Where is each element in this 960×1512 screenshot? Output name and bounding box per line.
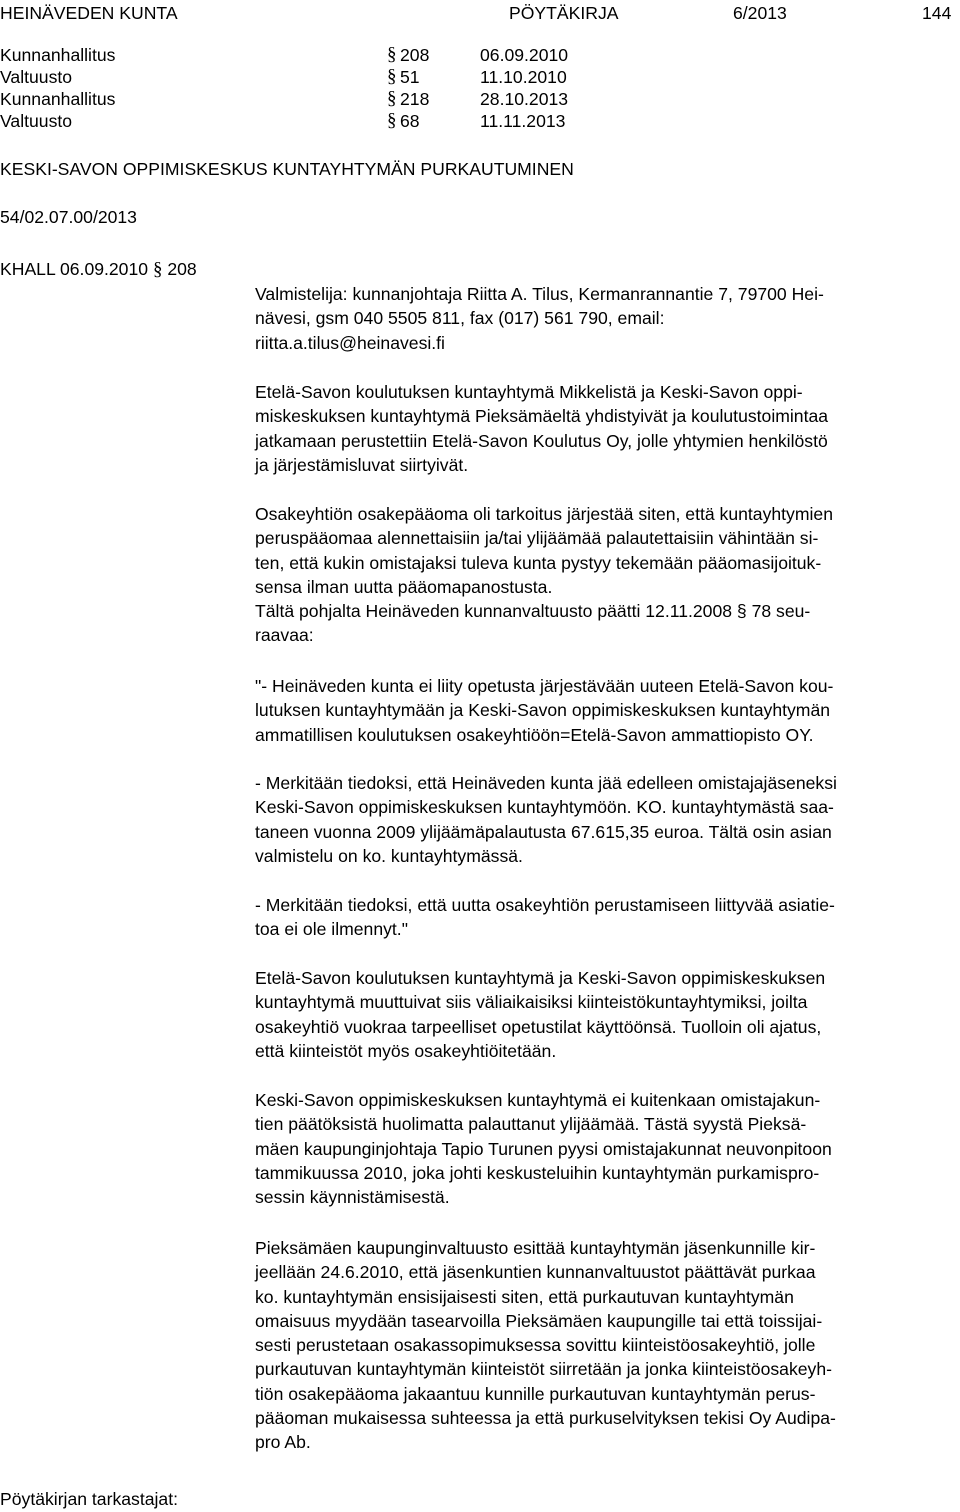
paragraph-line: raavaa: — [255, 625, 314, 646]
quote-paragraph — [255, 893, 955, 942]
body-paragraph — [255, 1236, 955, 1455]
body-paragraph — [255, 502, 955, 648]
paragraph-line: kuntayhtymä muuttuivat siis väliaikaisiksi kiinteistökuntayhtymiksi, joilta — [255, 992, 808, 1013]
section-symbol: § — [387, 66, 397, 87]
paragraph-line: Tältä pohjalta Heinäveden kunnanvaltuusto päätti 12.11.2008 § 78 seu- — [255, 601, 811, 622]
paragraph-line: Keski-Savon oppimiskeskuksen kuntayhtymä ei kuitenkaan omistajakun- — [255, 1090, 821, 1110]
quote-paragraph — [255, 771, 955, 868]
paragraph-line: mäen kaupunginjohtaja Tapio Turunen pyysi omistajakunnat neuvonpitoon — [255, 1138, 832, 1159]
paragraph-line: omaisuus myydään tasearvoilla Pieksämäen kaupungille tai että toissijai- — [255, 1310, 823, 1331]
header-doc-type: PÖYTÄKIRJA — [509, 3, 619, 23]
khall-label: KHALL 06.09.2010 — [0, 259, 149, 279]
paragraph-line: Osakeyhtiön osakepääoma oli tarkoitus järjestää siten, että kuntayhtymien — [255, 504, 833, 524]
meeting-date: 11.11.2013 — [480, 111, 566, 131]
meeting-section: 218 — [400, 89, 430, 109]
paragraph-line: pro Ab. — [255, 1432, 311, 1453]
document-title: KESKI-SAVON OPPIMISKESKUS KUNTAYHTYMÄN PURKAUTUMINEN — [0, 159, 574, 179]
paragraph-line: ja järjestämisluvat siirtyivät. — [255, 454, 469, 475]
paragraph-line: sessin käynnistämisestä. — [255, 1187, 450, 1208]
paragraph-line: purkautuvan kuntayhtymän kiinteistöt siirretään ja jonka kiinteistöosakeyh- — [255, 1359, 832, 1380]
header-page-number: 144 — [922, 3, 952, 23]
meeting-section: 51 — [400, 67, 420, 87]
paragraph-line: - Merkitään tiedoksi, että uutta osakeyhtiön perustamiseen liittyvää asiatie- — [255, 895, 835, 915]
paragraph-line: nävesi, gsm 040 5505 811, fax (017) 561 790, email: — [255, 308, 665, 329]
meeting-date: 11.10.2010 — [480, 67, 567, 87]
paragraph-line: Keski-Savon oppimiskeskuksen kuntayhtymöön. KO. kuntayhtymästä saa- — [255, 797, 834, 818]
paragraph-line: ammatillisen koulutuksen osakeyhtiöön=Etelä-Savon ammattiopisto OY. — [255, 724, 814, 745]
body-paragraph — [255, 380, 955, 477]
meeting-date: 06.09.2010 — [480, 45, 569, 65]
meeting-body: Kunnanhallitus — [0, 45, 116, 65]
meeting-date: 28.10.2013 — [480, 89, 569, 109]
quote-paragraph — [255, 674, 955, 747]
paragraph-line: jeellään 24.6.2010, että jäsenkuntien kunnanvaltuustot päättävät purkaa — [255, 1262, 816, 1283]
section-symbol: § — [152, 259, 163, 280]
preparer-paragraph — [255, 282, 955, 355]
header-issue: 6/2013 — [733, 3, 787, 23]
section-symbol: § — [387, 44, 397, 65]
paragraph-line: lutuksen kuntayhtymään ja Keski-Savon oppimiskeskuksen kuntayhtymän — [255, 700, 831, 721]
paragraph-line: - Merkitään tiedoksi, että Heinäveden kunta jää edelleen omistajajäseneksi — [255, 773, 837, 793]
paragraph-line: ten, että kukin omistajaksi tuleva kunta pystyy tekemään pääomasijoituk- — [255, 552, 822, 573]
meeting-section: 208 — [400, 45, 430, 65]
paragraph-line: miskeskuksen kuntayhtymä Pieksämäeltä yhdistyivät ja koulutustoimintaa — [255, 406, 829, 427]
meeting-body: Valtuusto — [0, 67, 73, 87]
body-paragraph — [255, 966, 955, 1063]
header-org: HEINÄVEDEN KUNTA — [0, 3, 178, 23]
meeting-body: Kunnanhallitus — [0, 89, 116, 109]
paragraph-line: valmistelu on ko. kuntayhtymässä. — [255, 845, 523, 866]
paragraph-line: Pieksämäen kaupunginvaltuusto esittää kuntayhtymän jäsenkunnille kir- — [255, 1238, 816, 1258]
paragraph-line: Etelä-Savon koulutuksen kuntayhtymä ja Keski-Savon oppimiskeskuksen — [255, 968, 826, 988]
paragraph-line: toa ei ole ilmennyt." — [255, 919, 408, 940]
paragraph-line: pääoman mukaisessa suhteessa ja että purkuselvityksen tekisi Oy Audipa- — [255, 1408, 836, 1429]
section-symbol: § — [387, 88, 397, 109]
paragraph-line: Etelä-Savon koulutuksen kuntayhtymä Mikkelistä ja Keski-Savon oppi- — [255, 382, 803, 402]
paragraph-line: riitta.a.tilus@heinavesi.fi — [255, 332, 445, 353]
body-paragraph — [255, 1088, 955, 1209]
paragraph-line: osakeyhtiö vuokraa tarpeelliset opetustilat käyttöönsä. Tuolloin oli ajatus, — [255, 1016, 822, 1037]
paragraph-line: sensa ilman uutta pääomapanostusta. — [255, 576, 553, 597]
khall-reference — [0, 258, 197, 281]
paragraph-line: ko. kuntayhtymän ensisijaisesti siten, että purkautuvan kuntayhtymän — [255, 1286, 794, 1307]
khall-number: 208 — [167, 259, 197, 279]
paragraph-line: Valmistelija: kunnanjohtaja Riitta A. Tilus, Kermanrannantie 7, 79700 Hei- — [255, 284, 824, 304]
footer-checkers-label: Pöytäkirjan tarkastajat: — [0, 1489, 178, 1509]
paragraph-line: tien päätöksistä huolimatta palauttanut ylijäämää. Tästä syystä Pieksä- — [255, 1114, 807, 1135]
paragraph-line: että kiinteistöt myös osakeyhtiöitetään. — [255, 1040, 557, 1061]
paragraph-line: jatkamaan perustettiin Etelä-Savon Koulutus Oy, jolle yhtymien henkilöstö — [255, 430, 828, 451]
paragraph-line: peruspääomaa alennettaisiin ja/tai ylijäämää palautettaisiin vähintään si- — [255, 528, 819, 549]
record-number: 54/02.07.00/2013 — [0, 207, 137, 227]
meeting-body: Valtuusto — [0, 111, 73, 131]
paragraph-line: sesti perustetaan osakassopimuksessa sovittu kiinteistöosakeyhtiö, jolle — [255, 1335, 816, 1356]
paragraph-line: taneen vuonna 2009 ylijäämäpalautusta 67.615,35 euroa. Tältä osin asian — [255, 821, 832, 842]
section-symbol: § — [387, 110, 397, 131]
paragraph-line: tiön osakepääoma jakaantuu kunnille purkautuvan kuntayhtymän perus- — [255, 1383, 816, 1404]
paragraph-line: tammikuussa 2010, joka johti keskusteluihin kuntayhtymän purkamispro- — [255, 1162, 820, 1183]
paragraph-line: "- Heinäveden kunta ei liity opetusta järjestävään uuteen Etelä-Savon kou- — [255, 676, 834, 696]
meeting-section: 68 — [400, 111, 420, 131]
